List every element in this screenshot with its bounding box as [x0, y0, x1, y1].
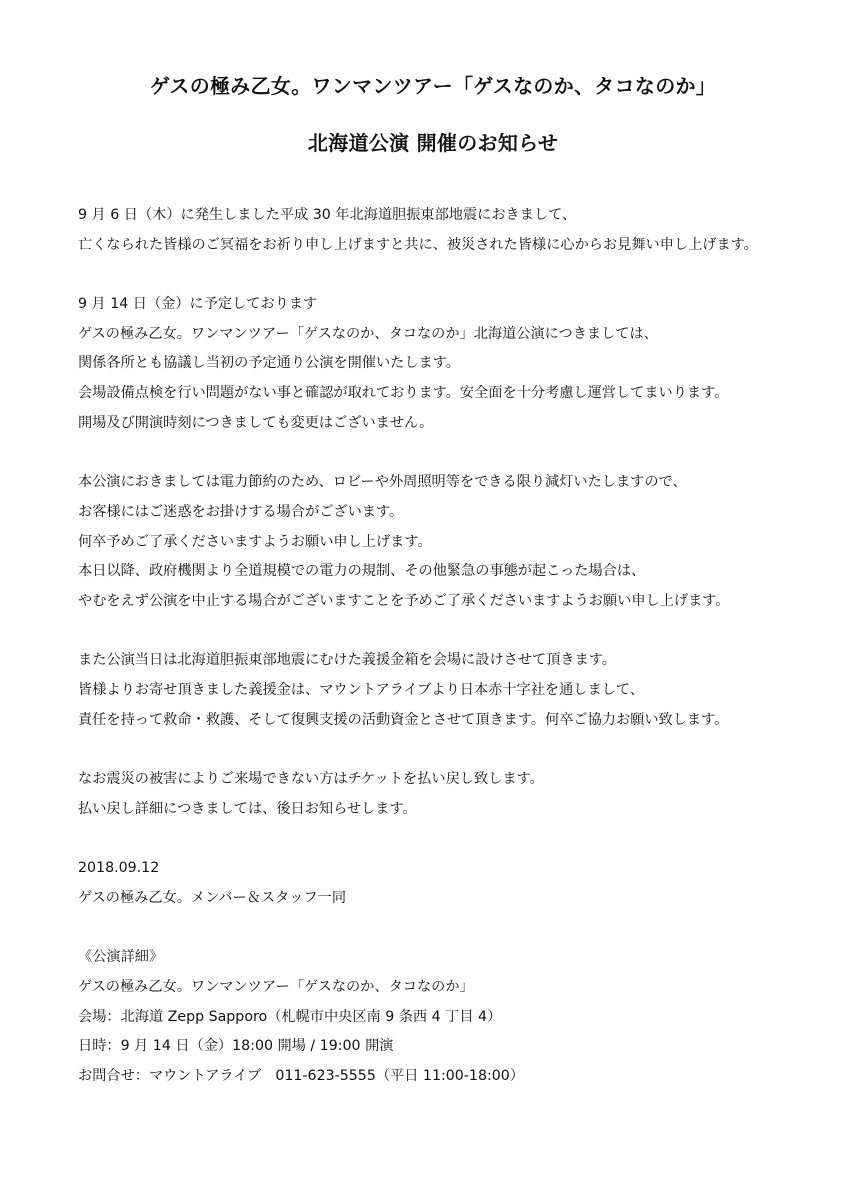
paragraph-signature [78, 854, 838, 913]
paragraph-performance-details [78, 943, 838, 1091]
text-line: 関係各所とも協議し当初の予定通り公演を開催いたします。 [78, 355, 460, 372]
text-line: やむをえず公演を中止する場合がございますことを予めご了承くださいますようお願い申し上げます。 [78, 592, 730, 609]
document-body [78, 201, 838, 1121]
details-contact: お問合せ：マウントアライブ 011-623-5555（平日 11:00-18:00） [78, 1067, 525, 1084]
document-subtitle: 北海道公演 開催のお知らせ [307, 131, 559, 155]
text-line: ゲスの極み乙女。ワンマンツアー「ゲスなのか、タコなのか」北海道公演につきましては、 [78, 325, 658, 342]
text-line: お客様にはご迷惑をお掛けする場合がございます。 [78, 503, 404, 520]
text-line: 開場及び開演時刻につきましても変更はございません。 [78, 414, 434, 431]
text-line: 何卒予めご了承くださいますようお願い申し上げます。 [78, 533, 432, 550]
text-line: また公演当日は北海道胆振東部地震にむけた義援金箱を会場に設けさせて頂きます。 [78, 652, 616, 669]
paragraph-power-saving [78, 468, 838, 616]
text-line: 9 月 6 日（木）に発生しました平成 30 年北海道胆振東部地震におきまして、 [78, 207, 577, 223]
details-datetime: 日時：9 月 14 日（金）18:00 開場 / 19:00 開演 [78, 1038, 394, 1055]
signature-line: ゲスの極み乙女。メンバー＆スタッフ一同 [78, 889, 347, 906]
text-line: 払い戻し詳細につきましては、後日お知らせします。 [78, 800, 417, 817]
paragraph-performance-status [78, 290, 838, 438]
details-tour-name: ゲスの極み乙女。ワンマンツアー「ゲスなのか、タコなのか」 [78, 978, 474, 995]
text-line: 責任を持って救命・救護、そして復興支援の活動資金とさせて頂きます。何卒ご協力お願い致します。 [78, 711, 729, 728]
text-line: 皆様よりお寄せ頂きました義援金は、マウントアライブより日本赤十字社を通しまして、 [78, 682, 644, 698]
paragraph-condolence [78, 201, 838, 260]
text-line: 会場設備点検を行い問題がない事と確認が取れております。安全面を十分考慮し運営してまいります。 [78, 385, 729, 402]
paragraph-donation [78, 646, 838, 735]
paragraph-refund [78, 765, 838, 824]
details-heading: 《公演詳細》 [78, 949, 164, 966]
text-line: 9 月 14 日（金）に予定しております [78, 296, 318, 313]
text-line: 本日以降、政府機関より全道規模での電力の規制、その他緊急の事態が起こった場合は、 [78, 563, 646, 580]
details-venue: 会場：北海道 Zepp Sapporo（札幌市中央区南 9 条西 4 丁目 4） [78, 1008, 502, 1025]
text-line: なお震災の被害によりご来場できない方はチケットを払い戻し致します。 [78, 771, 544, 788]
document-title: ゲスの極み乙女。ワンマンツアー「ゲスなのか、タコなのか」 [149, 74, 717, 98]
date-line: 2018.09.12 [78, 860, 160, 877]
text-line: 本公演におきましては電力節約のため、ロビーや外周照明等をできる限り減灯いたしますので、 [78, 474, 687, 491]
text-line: 亡くなられた皆様のご冥福をお祈り申し上げますと共に、被災された皆様に心からお見舞い申し上げます。 [78, 236, 758, 253]
